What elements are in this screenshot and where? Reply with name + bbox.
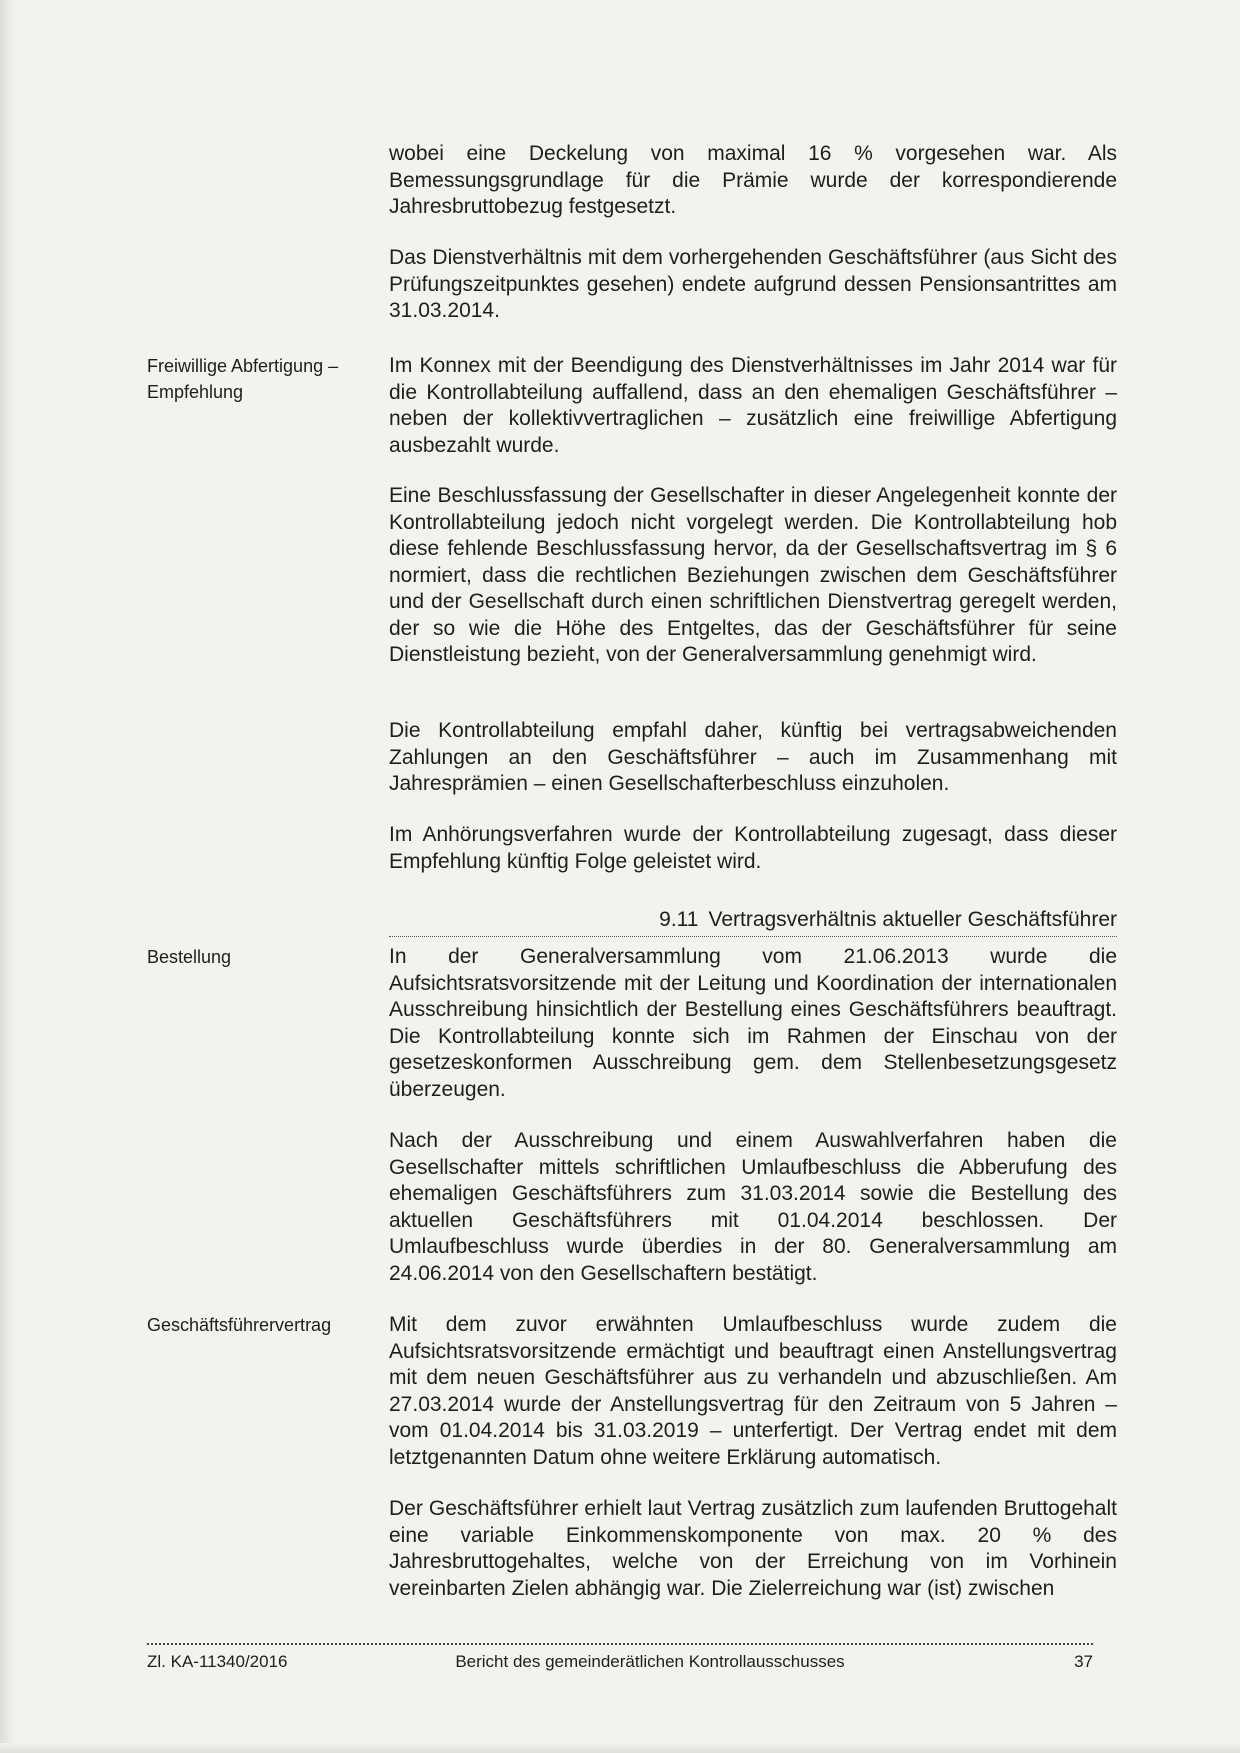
page-number: 37 — [1074, 1652, 1093, 1671]
section-number: 9.11 — [659, 908, 699, 931]
paragraph-variable-pay: Der Geschäftsführer erhielt laut Vertrag zusätzlich zum laufenden Bruttogehalt eine variable Einkommenskomponente von max. 20 % des Jahresbruttogehaltes, welche von der Erreichung von im Vorhinein vereinbarten Zielen abhängig war. Die Zielerreichung war (ist) zwischen — [389, 1497, 1117, 1600]
footer-reference: Zl. KA-11340/2016 — [147, 1652, 288, 1671]
paragraph-bonus-cap: wobei eine Deckelung von maximal 16 % vorgesehen war. Als Bemessungsgrundlage für die Prämie wurde der korrespondierende Jahresbruttobezug festgesetzt. — [389, 142, 1117, 218]
paragraph-appointment: In der Generalversammlung vom 21.06.2013 wurde die Aufsichtsratsvorsitzende mit der Leitung und Koordination der internationalen Ausschreibung hinsichtlich der Bestellung eines Geschäftsführers beauftragt. Die Kontrollabteilung konnte sich im Rahmen der Einschau von der gesetzeskonformen Ausschreibung gem. dem Stellenbesetzungsgesetz überzeugen. — [389, 945, 1117, 1101]
margin-note-appointment: Bestellung — [147, 947, 232, 967]
paragraph-recommendation: Die Kontrollabteilung empfahl daher, künftig bei vertragsabweichenden Zahlungen an den Geschäftsführer – auch im Zusammenhang mit Jahresprämien – einen Gesellschafterbeschluss einzuholen. — [389, 719, 1117, 795]
paragraph-hearing-response: Im Anhörungsverfahren wurde der Kontrollabteilung zugesagt, dass dieser Empfehlung künftig Folge geleistet wird. — [389, 823, 1117, 873]
section-title: Vertragsverhältnis aktueller Geschäftsführer — [708, 908, 1117, 931]
paragraph-voluntary-severance: Im Konnex mit der Beendigung des Dienstverhältnisses im Jahr 2014 war für die Kontrollabteilung auffallend, dass an den ehemaligen Geschäftsführer – neben der kollektivvertraglichen – zusätzlich eine freiwillige Abfertigung ausbezahlt wurde. — [389, 354, 1117, 457]
paragraph-previous-ceo-retirement: Das Dienstverhältnis mit dem vorhergehenden Geschäftsführer (aus Sicht des Prüfungszeitpunktes gesehen) endete aufgrund dessen Pensionsantrittes am 31.03.2014. — [389, 246, 1117, 322]
footer-report-title: Bericht des gemeinderätlichen Kontrollausschusses — [455, 1652, 845, 1671]
scan-shadow-left — [0, 0, 14, 1753]
section-heading — [389, 906, 1117, 937]
paragraph-missing-resolution: Eine Beschlussfassung der Gesellschafter in dieser Angelegenheit konnte der Kontrollabteilung jedoch nicht vorgelegt werden. Die Kontrollabteilung hob diese fehlende Beschlussfassung hervor, da der Gesellschaftsvertrag im § 6 normiert, dass die rechtlichen Beziehungen zwischen dem Geschäftsführer und der Gesellschaft durch einen schriftlichen Dienstvertrag geregelt werden, der so wie die Höhe des Entgeltes, das der Geschäftsführer für seine Dienstleistung bezieht, von der Generalversammlung genehmigt wird. — [389, 484, 1117, 666]
scan-shadow-bottom — [0, 1743, 1240, 1753]
margin-note-severance — [147, 353, 382, 405]
footer-divider — [147, 1643, 1093, 1645]
paragraph-employment-contract: Mit dem zuvor erwähnten Umlaufbeschluss wurde zudem die Aufsichtsratsvorsitzende ermächtigt und beauftragt einen Anstellungsvertrag mit dem neuen Geschäftsführer aus zu verhandeln und abzuschließen. Am 27.03.2014 wurde der Anstellungsvertrag für den Zeitraum von 5 Jahren – vom 01.04.2014 bis 31.03.2019 – unterfertigt. Der Vertrag endet mit dem letztgenannten Datum ohne weitere Erklärung automatisch. — [389, 1313, 1117, 1469]
margin-note-contract: Geschäftsführervertrag — [147, 1315, 332, 1335]
margin-note-severance-line1: Freiwillige Abfertigung – — [147, 356, 339, 376]
paragraph-selection-process: Nach der Ausschreibung und einem Auswahlverfahren haben die Gesellschafter mittels schriftlichen Umlaufbeschluss die Abberufung des ehemaligen Geschäftsführers zum 31.03.2014 sowie die Bestellung des aktuellen Geschäftsführers mit 01.04.2014 beschlossen. Der Umlaufbeschluss wurde überdies in der 80. Generalversammlung am 24.06.2014 von den Gesellschaftern bestätigt. — [389, 1129, 1117, 1285]
margin-note-severance-line2: Empfehlung — [147, 382, 244, 402]
